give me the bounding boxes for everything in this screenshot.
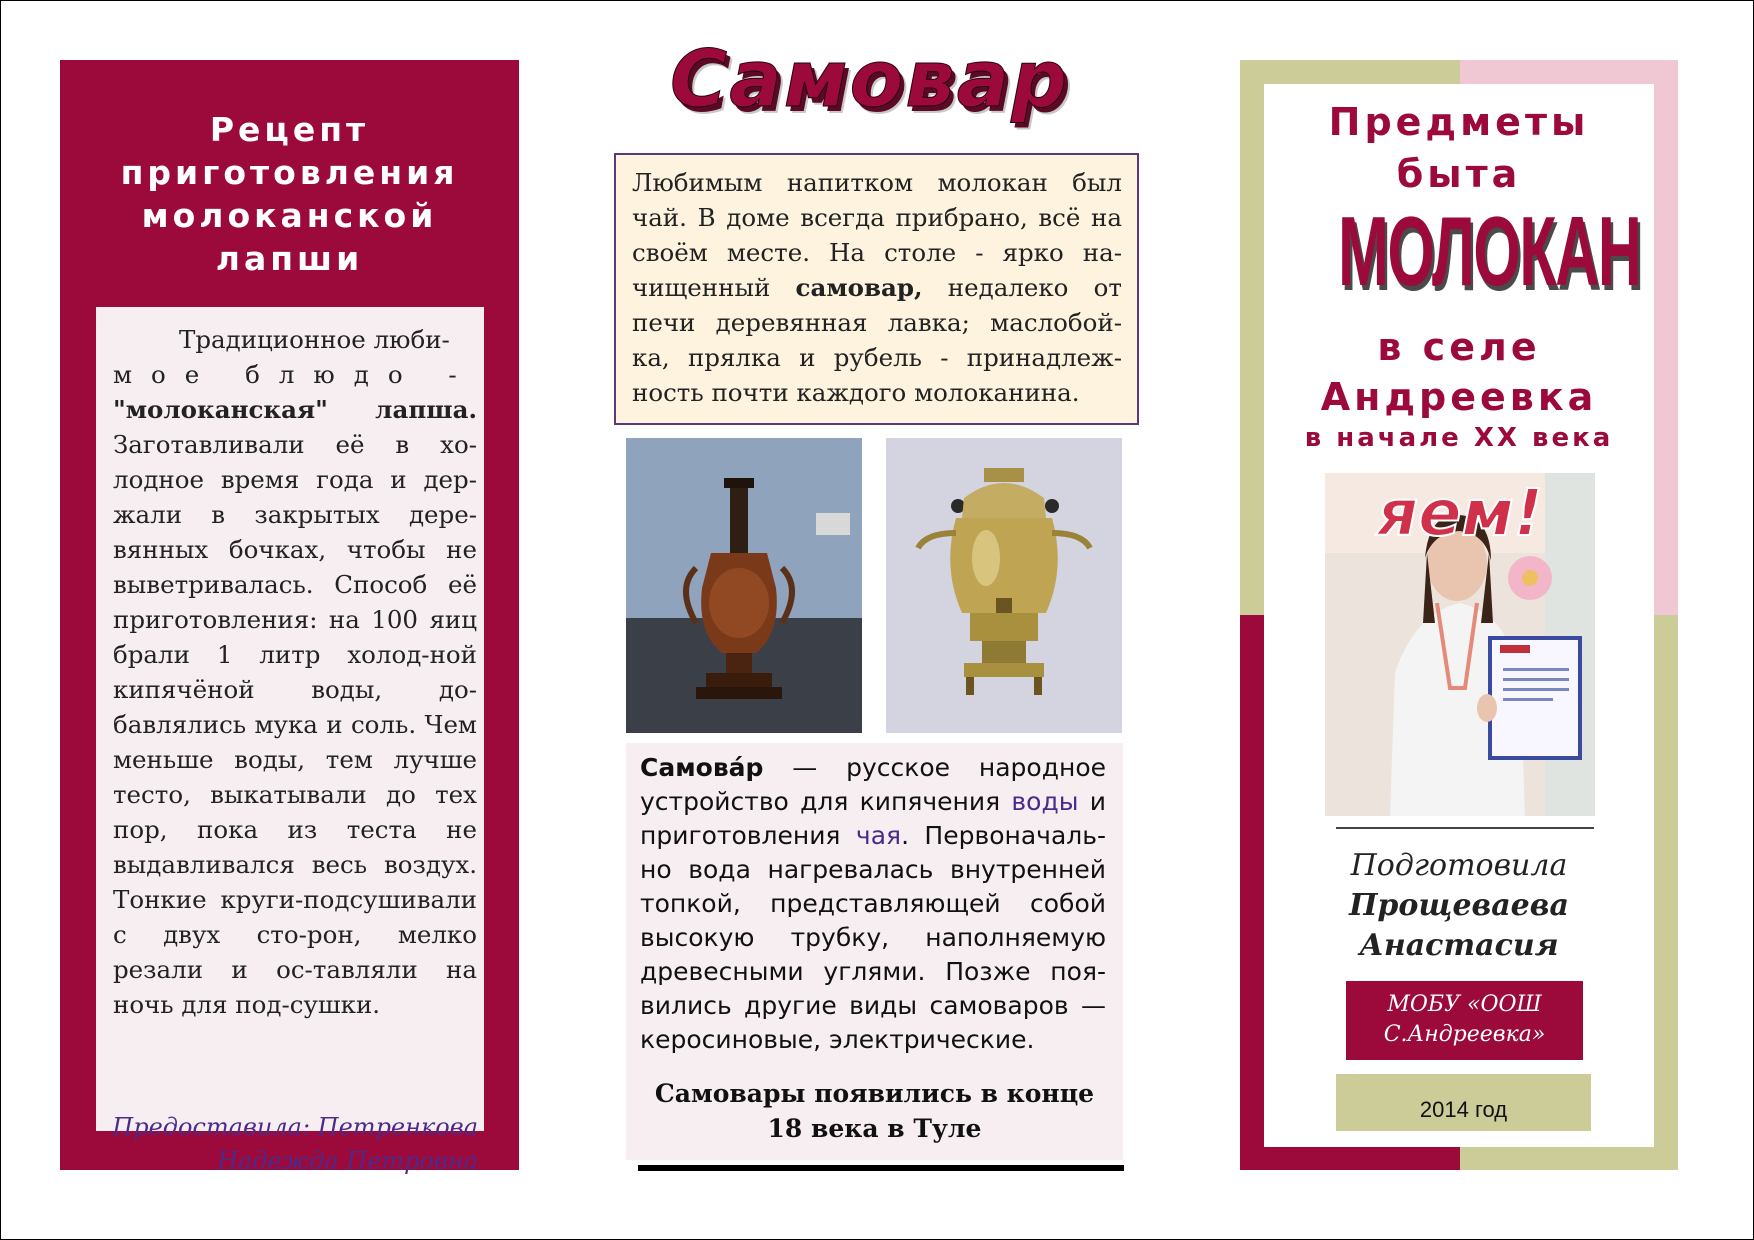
origin-line: Самовары появились в конце — [654, 1079, 1095, 1108]
recipe-box — [96, 307, 484, 1175]
cover-panel — [1264, 84, 1654, 1147]
brass-samovar-image — [886, 438, 1122, 733]
cover-village-prefix: в селе — [1377, 325, 1541, 369]
copper-samovar-photo — [626, 438, 862, 733]
intro-samovar-bold: самовар, — [795, 273, 923, 302]
samovar-description-box — [626, 743, 1123, 1160]
author-surname: Прощеваева — [1349, 888, 1569, 923]
recipe-title-line: молоканской — [141, 196, 438, 235]
copper-samovar-image — [626, 438, 862, 733]
recipe-title-line: лапши — [215, 239, 364, 278]
recipe-title-line: приготовления — [120, 153, 459, 192]
recipe-line: мое блюдо - — [113, 360, 476, 389]
recipe-instructions: Заготавливали её в хо-лодное время года и дер-жали в закрытых дере-вянных бочках, чтобы не выветривалась. Способ её приготовления: на 100 яиц брали 1 литр холод-ной кипячёной воды, до-бавлялись мука и соль. Чем меньше воды, тем лучше тесто, выкатывали до тех пор, пока из теста не выдавливался весь воздух. Тонкие круги-подсушивали с двух сто-рон, мелко резали и ос-тавляли на ночь для под-сушки. — [113, 430, 477, 1019]
samovar-description — [640, 751, 1106, 1057]
desc-part: . Первоначаль-но вода нагревалась внутренней топкой, представляющей собой высокую трубку, наполняемую древесными углями. Позже поя-вились другие виды самоваров — керосиновые, электрические. — [640, 821, 1106, 1054]
cover-big-title: МОЛОКАН — [1338, 196, 1641, 306]
cover-period: в начале ХХ века — [1304, 423, 1614, 453]
school-line: С.Андреевка» — [1383, 1022, 1546, 1047]
intro-part: недалеко от печи деревянная лавка; маслобой-ка, прялка и рубель - принадлеж-ность почти каждого молоканина. — [632, 273, 1122, 407]
cover-village-name: Андреевка — [1320, 375, 1598, 419]
desc-part: и приготовления — [640, 787, 1106, 850]
author-block — [1264, 846, 1654, 966]
school-badge — [1346, 981, 1583, 1060]
intro-text — [632, 165, 1122, 410]
prepared-label: Подготовила — [1350, 848, 1568, 883]
recipe-title-line: Рецепт — [209, 110, 370, 149]
bottom-rule — [638, 1165, 1124, 1171]
desc-part: — русское народное устройство для кипячения — [640, 753, 1106, 816]
origin-line: 18 века в Туле — [767, 1114, 982, 1143]
desc-term: Самова́р — [640, 753, 764, 782]
recipe-dish-name: "молоканская" лапша. — [113, 395, 477, 424]
credit-line: Надежда Петровна — [217, 1147, 478, 1175]
tea-link[interactable]: чая — [855, 821, 902, 850]
recipe-credit — [112, 1110, 478, 1178]
brass-samovar-photo — [886, 438, 1122, 733]
author-photo — [1325, 473, 1595, 816]
banner-text: яем! — [1377, 477, 1543, 551]
recipe-body — [113, 392, 477, 1022]
water-link[interactable]: воды — [1011, 787, 1079, 816]
year-badge: 2014 год — [1336, 1074, 1591, 1131]
credit-line: Предоставила: Петренкова — [112, 1113, 478, 1141]
cover-heading — [1264, 96, 1654, 200]
school-line: МОБУ «ООШ — [1387, 992, 1542, 1017]
recipe-line: Традиционное люби- — [179, 325, 450, 354]
cover-rule — [1336, 827, 1594, 829]
recipe-panel — [60, 60, 519, 1175]
author-name: Анастасия — [1359, 928, 1559, 963]
cover-heading-line: Предметы — [1328, 100, 1590, 144]
intro-part: Любимым напитком молокан был чай. В доме всегда прибрано, всё на своём месте. На столе - ярко на-чищенный — [632, 168, 1122, 302]
cover-heading-line: быта — [1396, 152, 1522, 196]
samovar-title: Самовар — [670, 35, 1070, 125]
intro-box — [614, 153, 1139, 425]
samovar-origin-note — [626, 1076, 1123, 1146]
recipe-text — [113, 322, 477, 1022]
recipe-title — [60, 108, 519, 280]
